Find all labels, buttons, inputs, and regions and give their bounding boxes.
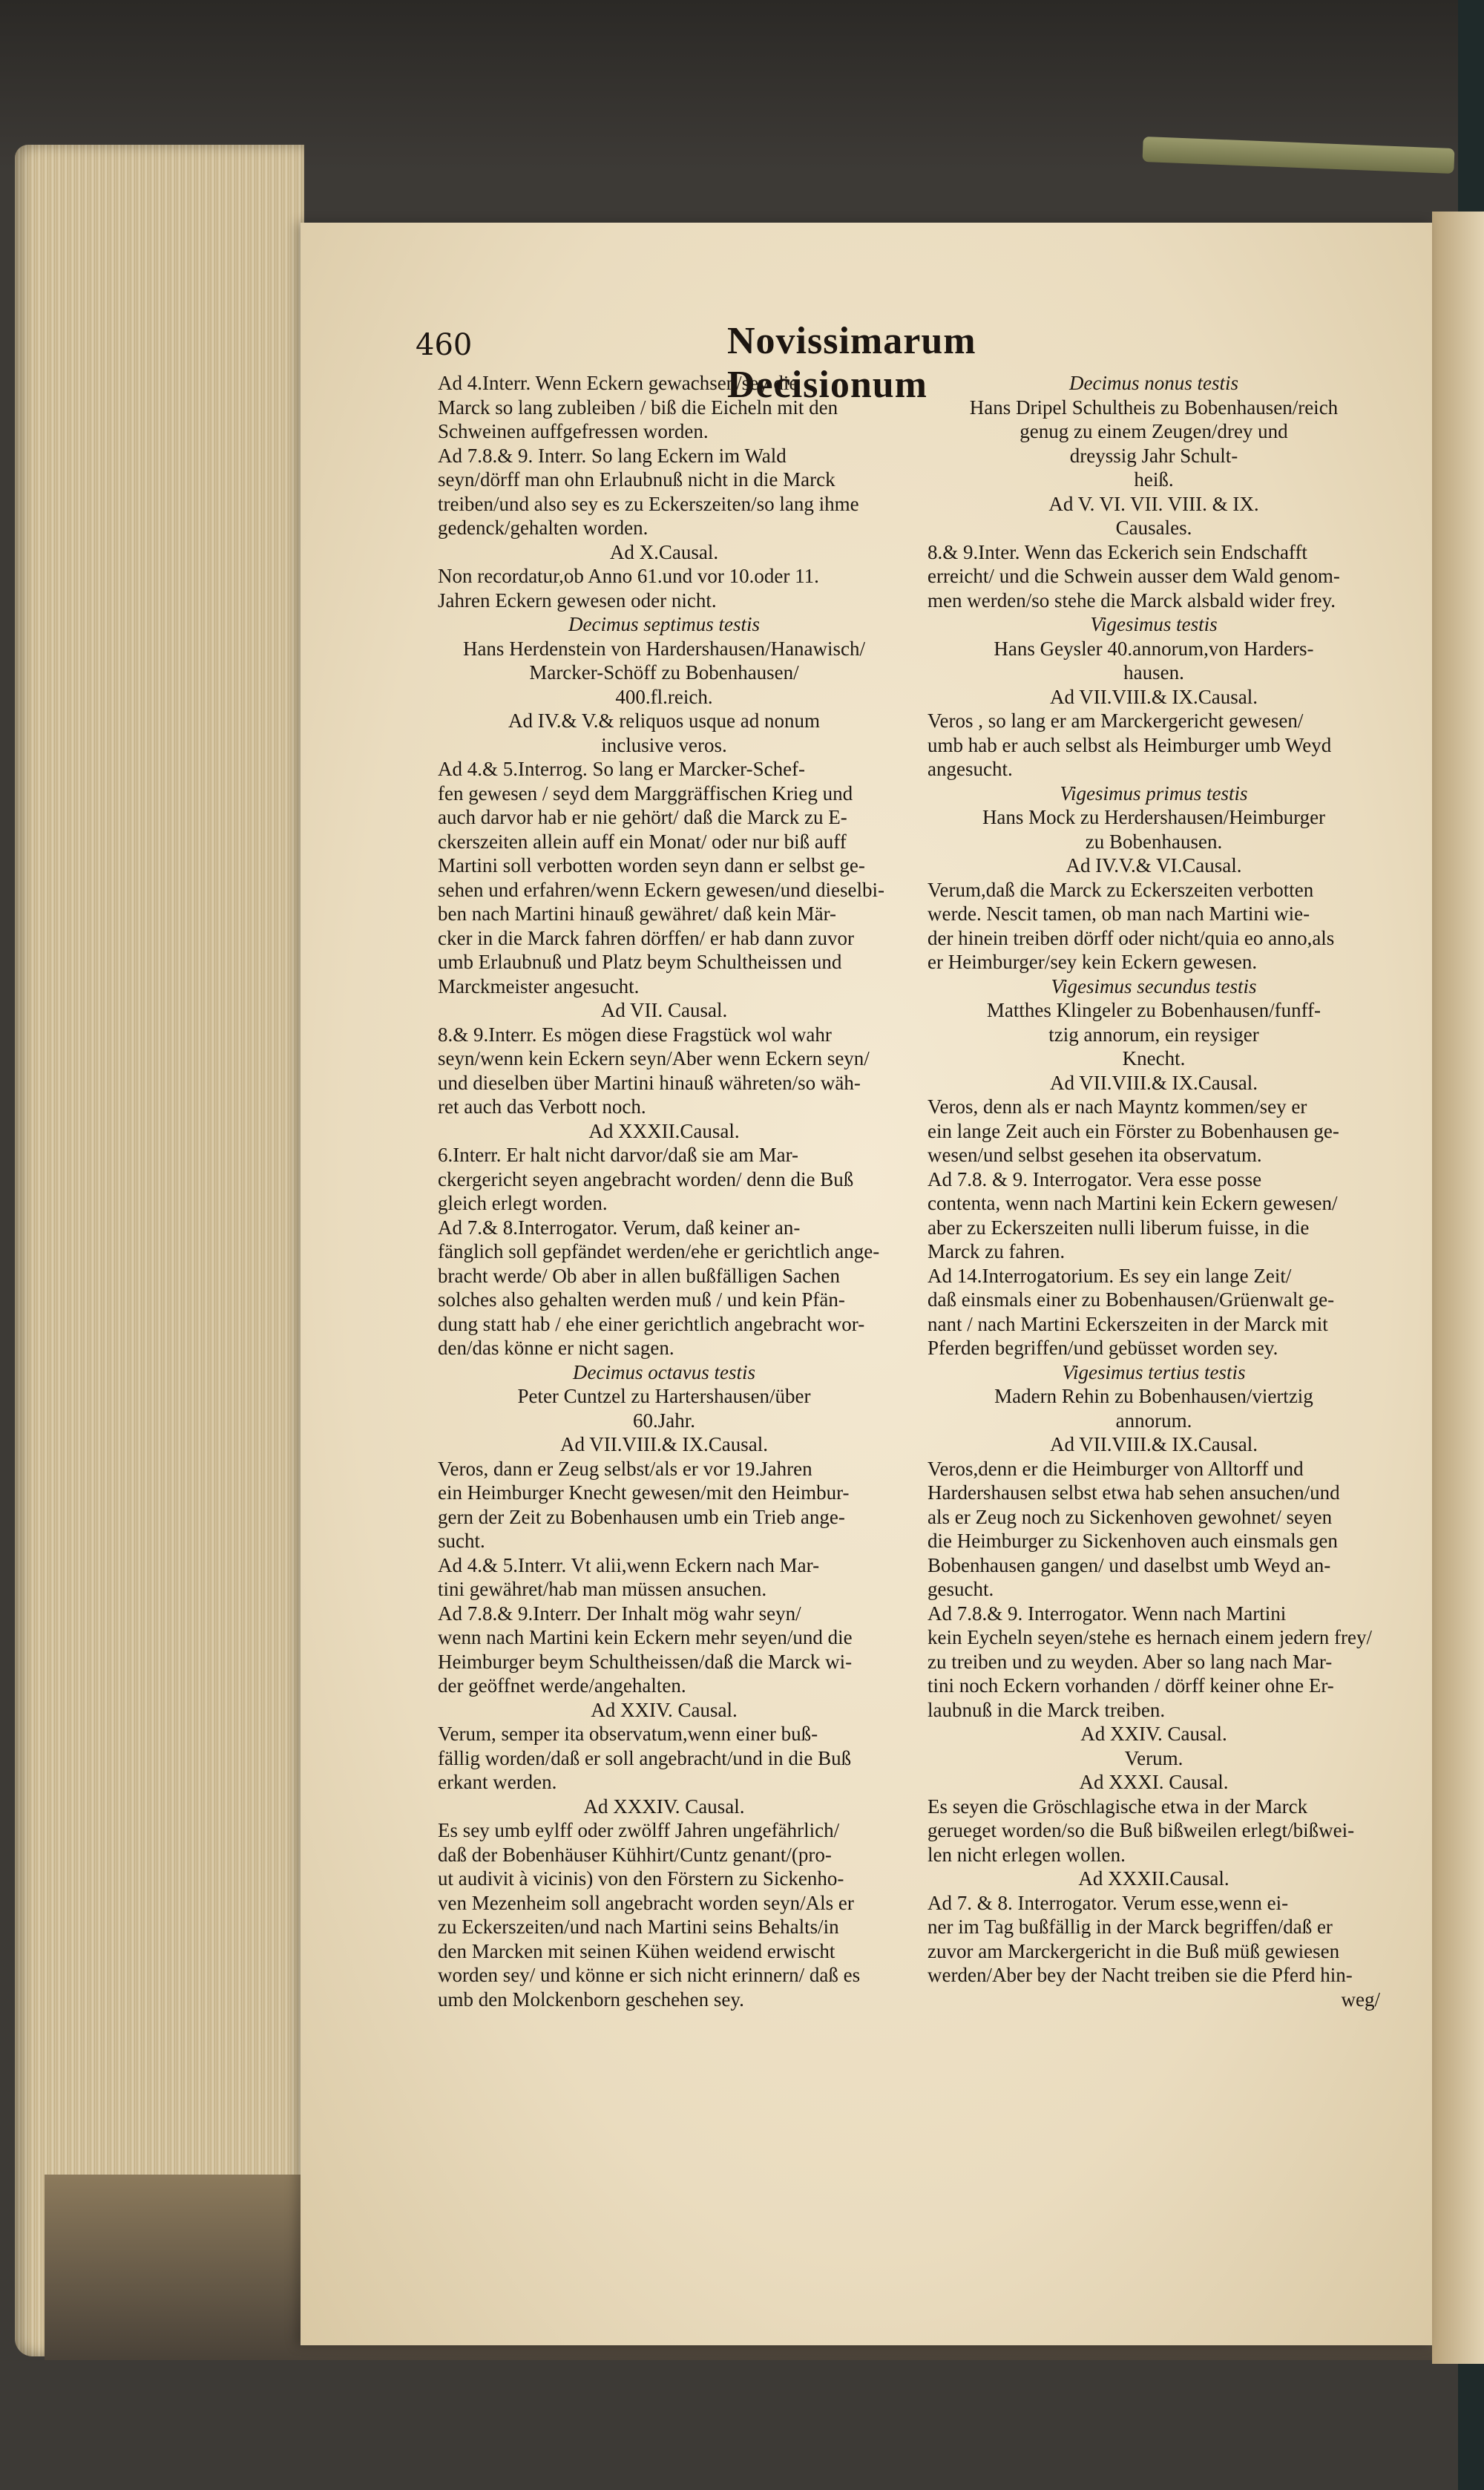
text-line: seyn/wenn kein Eckern seyn/Aber wenn Eckern seyn/ bbox=[438, 1047, 870, 1069]
text-line: Martini soll verbotten worden seyn dann er selbst ge- bbox=[438, 854, 865, 877]
text-line: 6.Interr. Er halt nicht darvor/daß sie am Mar- bbox=[438, 1144, 799, 1166]
text-line: Ad XXXII.Causal. bbox=[588, 1119, 740, 1142]
text-line: ut audivit à vicinis) von den Förstern zu Sickenho- bbox=[438, 1867, 844, 1890]
text-line: gleich erlegt worden. bbox=[438, 1192, 608, 1214]
text-line: Ad 7. & 8. Interrogator. Verum esse,wenn ei- bbox=[928, 1891, 1289, 1914]
text-line: treiben/und also sey es zu Eckerszeiten/so lang ihme bbox=[438, 492, 859, 515]
text-line: auch darvor hab er nie gehört/ daß die Marck zu E- bbox=[438, 806, 847, 828]
page-number: 460 bbox=[416, 328, 473, 362]
text-line: angesucht. bbox=[928, 758, 1013, 780]
text-line: ein Heimburger Knecht gewesen/mit den Heimbur- bbox=[438, 1481, 850, 1504]
witness-heading: Vigesimus testis bbox=[1090, 613, 1218, 635]
text-line: Ad 4.Interr. Wenn Eckern gewachsen/sey die bbox=[438, 372, 798, 394]
witness-heading: Decimus octavus testis bbox=[573, 1360, 755, 1383]
text-line: worden sey/ und könne er sich nicht erinnern/ daß es bbox=[438, 1964, 861, 1986]
text-line: Marcker-Schöff zu Bobenhausen/ bbox=[529, 661, 799, 684]
text-line: Verum,daß die Marck zu Eckerszeiten verbotten bbox=[928, 878, 1314, 901]
text-line: den Marcken mit seinen Kühen weidend erwischt bbox=[438, 1939, 835, 1962]
text-line: Hans Mock zu Herdershausen/Heimburger bbox=[982, 806, 1326, 828]
text-line: daß der Bobenhäuser Kühhirt/Cuntz genant/(pro- bbox=[438, 1843, 832, 1866]
witness-heading: Vigesimus tertius testis bbox=[1062, 1360, 1246, 1383]
text-line: fen gewesen / seyd dem Marggräffischen Krieg und bbox=[438, 782, 853, 805]
text-line: erreicht/ und die Schwein ausser dem Wald genom- bbox=[928, 565, 1340, 587]
text-line: Ad XXXI. Causal. bbox=[1079, 1771, 1229, 1793]
text-line: Ad 4.& 5.Interrog. So lang er Marcker-Schef- bbox=[438, 758, 806, 780]
text-line: tzig annorum, ein reysiger bbox=[1048, 1023, 1259, 1046]
text-line: ret auch das Verbott noch. bbox=[438, 1095, 646, 1118]
witness-heading: Vigesimus primus testis bbox=[1060, 782, 1248, 805]
text-line: Jahren Eckern gewesen oder nicht. bbox=[438, 589, 717, 612]
text-line: Matthes Klingeler zu Bobenhausen/funff- bbox=[986, 999, 1322, 1021]
text-line: ckergericht seyen angebracht worden/ denn die Buß bbox=[438, 1167, 854, 1190]
text-line: Ad 7.& 8.Interrogator. Verum, daß keiner an- bbox=[438, 1216, 801, 1239]
text-line: Madern Rehin zu Bobenhausen/viertzig bbox=[994, 1385, 1313, 1407]
text-line: Knecht. bbox=[1122, 1047, 1186, 1069]
text-line: Ad VII. Causal. bbox=[600, 999, 728, 1021]
text-line: der geöffnet werde/angehalten. bbox=[438, 1674, 686, 1697]
text-line: Ad XXIV. Causal. bbox=[1080, 1723, 1227, 1745]
text-line: Es seyen die Gröschlagische etwa in der Marck bbox=[928, 1795, 1308, 1818]
text-line: Bobenhausen gangen/ und daselbst umb Weyd an- bbox=[928, 1553, 1331, 1576]
text-line: Veros , so lang er am Marckergericht gewesen/ bbox=[928, 710, 1304, 732]
witness-heading: Decimus septimus testis bbox=[568, 613, 760, 635]
text-line: sucht. bbox=[438, 1530, 485, 1552]
text-line: solches also gehalten werden muß / und kein Pfän- bbox=[438, 1288, 845, 1311]
text-line: weg/ bbox=[1341, 1988, 1380, 2011]
text-line: Es sey umb eylff oder zwölff Jahren ungefährlich/ bbox=[438, 1819, 840, 1841]
text-line: werden/Aber bey der Nacht treiben sie die Pferd hin- bbox=[928, 1964, 1353, 1986]
text-line: 400.fl.reich. bbox=[615, 685, 713, 708]
left-text-column bbox=[438, 371, 890, 2011]
text-line: Ad V. VI. VII. VIII. & IX. bbox=[1048, 492, 1259, 515]
text-line: Ad VII.VIII.& IX.Causal. bbox=[560, 1433, 768, 1455]
text-line: und dieselben über Martini hinauß währeten/so wäh- bbox=[438, 1071, 861, 1094]
text-line: gern der Zeit zu Bobenhausen umb ein Trieb ange- bbox=[438, 1505, 845, 1528]
text-line: bracht werde/ Ob aber in allen bußfälligen Sachen bbox=[438, 1264, 841, 1287]
text-line: dreyssig Jahr Schult- bbox=[1069, 444, 1238, 467]
text-line: werde. Nescit tamen, ob man nach Martini wie- bbox=[928, 902, 1310, 925]
text-line: zuvor am Marckergericht in die Buß müß gewiesen bbox=[928, 1939, 1340, 1962]
text-line: Heimburger beym Schultheissen/daß die Marck wi- bbox=[438, 1650, 853, 1673]
text-line: aber zu Eckerszeiten nulli liberum fuisse, in die bbox=[928, 1216, 1310, 1239]
text-line: Veros, denn als er nach Mayntz kommen/sey er bbox=[928, 1095, 1307, 1118]
text-line: heiß. bbox=[1134, 468, 1174, 491]
text-line: Peter Cuntzel zu Hartershausen/über bbox=[517, 1385, 811, 1407]
text-line: gedenck/gehalten worden. bbox=[438, 517, 649, 539]
right-text-column bbox=[928, 371, 1380, 2011]
text-line: wenn nach Martini kein Eckern mehr seyen/und die bbox=[438, 1626, 853, 1648]
text-line: fällig worden/daß er soll angebracht/und in die Buß bbox=[438, 1746, 852, 1769]
text-line: tini noch Eckern vorhanden / dörff keiner ohne Er- bbox=[928, 1674, 1334, 1697]
text-line: inclusive veros. bbox=[601, 733, 727, 756]
witness-heading: Vigesimus secundus testis bbox=[1051, 974, 1257, 997]
text-line: dung statt hab / ehe einer gerichtlich angebracht wor- bbox=[438, 1312, 865, 1335]
text-line: die Heimburger zu Sickenhoven auch einsmals gen bbox=[928, 1530, 1338, 1552]
text-line: zu treiben und zu weyden. Aber so lang nach Mar- bbox=[928, 1650, 1333, 1673]
text-line: Marck zu fahren. bbox=[928, 1240, 1066, 1262]
text-line: Ad 14.Interrogatorium. Es sey ein lange Zeit/ bbox=[928, 1264, 1292, 1287]
text-line: seyn/dörff man ohn Erlaubnuß nicht in die Marck bbox=[438, 468, 835, 491]
text-line: nant / nach Martini Eckerszeiten in der Marck mit bbox=[928, 1312, 1328, 1335]
text-line: ckerszeiten allein auff ein Monat/ oder nur biß auff bbox=[438, 830, 847, 853]
text-line: Ad 4.& 5.Interr. Vt alii,wenn Eckern nach Mar- bbox=[438, 1553, 820, 1576]
text-line: den/das könne er nicht sagen. bbox=[438, 1337, 674, 1359]
text-line: zu Bobenhausen. bbox=[1085, 830, 1223, 853]
text-line: zu Eckerszeiten/und nach Martini seins Behalts/in bbox=[438, 1916, 839, 1938]
witness-heading: Decimus nonus testis bbox=[1069, 372, 1238, 394]
text-line: Ad X.Causal. bbox=[609, 540, 719, 563]
text-line: annorum. bbox=[1115, 1409, 1192, 1432]
text-line: ner im Tag bußfällig in der Marck begriffen/daß er bbox=[928, 1916, 1333, 1938]
text-line: Pferden begriffen/und gebüsset worden sey. bbox=[928, 1337, 1278, 1359]
text-line: Ad VII.VIII.& IX.Causal. bbox=[1050, 1433, 1258, 1455]
text-line: Ad VII.VIII.& IX.Causal. bbox=[1050, 1071, 1258, 1094]
text-line: Verum. bbox=[1124, 1746, 1183, 1769]
text-line: Hans Geysler 40.annorum,von Harders- bbox=[994, 637, 1314, 660]
text-line: ben nach Martini hinauß gewähret/ daß kein Mär- bbox=[438, 902, 837, 925]
text-line: umb den Molckenborn geschehen sey. bbox=[438, 1988, 744, 2011]
text-line: als er Zeug noch zu Sickenhoven gewohnet/ seyen bbox=[928, 1505, 1333, 1528]
text-line: Schweinen auffgefressen worden. bbox=[438, 420, 709, 442]
text-line: der hinein treiben dörff oder nicht/quia eo anno,als bbox=[928, 926, 1335, 949]
text-line: erkant werden. bbox=[438, 1771, 557, 1793]
text-line: fänglich soll gepfändet werden/ehe er gerichtlich ange- bbox=[438, 1240, 880, 1262]
text-line: wesen/und selbst gesehen ita observatum. bbox=[928, 1144, 1262, 1166]
text-line: sehen und erfahren/wenn Eckern gewesen/und dieselbi- bbox=[438, 878, 885, 901]
text-line: daß einsmals einer zu Bobenhausen/Grüenwalt ge- bbox=[928, 1288, 1335, 1311]
text-line: Ad XXXIV. Causal. bbox=[583, 1795, 745, 1818]
text-line: Marck so lang zubleiben / biß die Eicheln mit den bbox=[438, 396, 838, 419]
text-line: 8.& 9.Inter. Wenn das Eckerich sein Endschafft bbox=[928, 540, 1307, 563]
text-line: 8.& 9.Interr. Es mögen diese Fragstück wol wahr bbox=[438, 1023, 832, 1046]
text-line: Veros, dann er Zeug selbst/als er vor 19.Jahren bbox=[438, 1457, 812, 1480]
text-line: len nicht erlegen wollen. bbox=[928, 1843, 1126, 1866]
text-line: men werden/so stehe die Marck alsbald wider frey. bbox=[928, 589, 1336, 612]
text-line: Marckmeister angesucht. bbox=[438, 974, 640, 997]
text-line: cker in die Marck fahren dörffen/ er hab dann zuvor bbox=[438, 926, 855, 949]
text-line: Ad VII.VIII.& IX.Causal. bbox=[1050, 685, 1258, 708]
text-line: laubnuß in die Marck treiben. bbox=[928, 1698, 1166, 1721]
text-line: Ad 7.8.& 9. Interr. So lang Eckern im Wald bbox=[438, 444, 787, 467]
text-line: contenta, wenn nach Martini kein Eckern gewesen/ bbox=[928, 1192, 1338, 1214]
text-line: Causales. bbox=[1115, 517, 1192, 539]
text-line: Ad XXXII.Causal. bbox=[1078, 1867, 1229, 1890]
text-line: tini gewähret/hab man müssen ansuchen. bbox=[438, 1578, 767, 1600]
text-line: hausen. bbox=[1123, 661, 1184, 684]
text-line: Ad 7.8.& 9. Interrogator. Wenn nach Martini bbox=[928, 1602, 1287, 1625]
text-line: Hans Herdenstein von Hardershausen/Hanawisch/ bbox=[462, 637, 866, 660]
text-line: kein Eycheln seyen/stehe es hernach einem jedern frey/ bbox=[928, 1626, 1372, 1648]
next-page-edge bbox=[1432, 212, 1484, 2364]
page-edges bbox=[15, 145, 304, 2356]
text-line: Ad IV.& V.& reliquos usque ad nonum bbox=[508, 710, 820, 732]
text-line: Hardershausen selbst etwa hab sehen ansuchen/und bbox=[928, 1481, 1340, 1504]
text-line: genug zu einem Zeugen/drey und bbox=[1020, 420, 1288, 442]
running-title: Novissimarum Decisionum bbox=[727, 320, 976, 406]
text-line: Ad 7.8.& 9.Interr. Der Inhalt mög wahr seyn/ bbox=[438, 1602, 801, 1625]
text-line: ein lange Zeit auch ein Förster zu Bobenhausen ge- bbox=[928, 1119, 1339, 1142]
text-line: umb hab er auch selbst als Heimburger umb Weyd bbox=[928, 733, 1332, 756]
text-line: Verum, semper ita observatum,wenn einer buß- bbox=[438, 1723, 818, 1745]
text-line: Non recordatur,ob Anno 61.und vor 10.oder 11. bbox=[438, 565, 819, 587]
text-line: gerueget worden/so die Buß bißweilen erlegt/bißwei- bbox=[928, 1819, 1355, 1841]
text-line: er Heimburger/sey kein Eckern gewesen. bbox=[928, 951, 1258, 973]
text-line: 60.Jahr. bbox=[633, 1409, 695, 1432]
text-line: Veros,denn er die Heimburger von Alltorff und bbox=[928, 1457, 1304, 1480]
text-line: Ad 7.8. & 9. Interrogator. Vera esse posse bbox=[928, 1167, 1262, 1190]
text-line: umb Erlaubnuß und Platz beym Schultheissen und bbox=[438, 951, 842, 973]
text-line: gesucht. bbox=[928, 1578, 994, 1600]
text-line: Hans Dripel Schultheis zu Bobenhausen/reich bbox=[969, 396, 1339, 419]
text-line: Ad XXIV. Causal. bbox=[591, 1698, 738, 1721]
text-line: ven Mezenheim soll angebracht worden seyn/Als er bbox=[438, 1891, 854, 1914]
text-line: Ad IV.V.& VI.Causal. bbox=[1066, 854, 1242, 877]
